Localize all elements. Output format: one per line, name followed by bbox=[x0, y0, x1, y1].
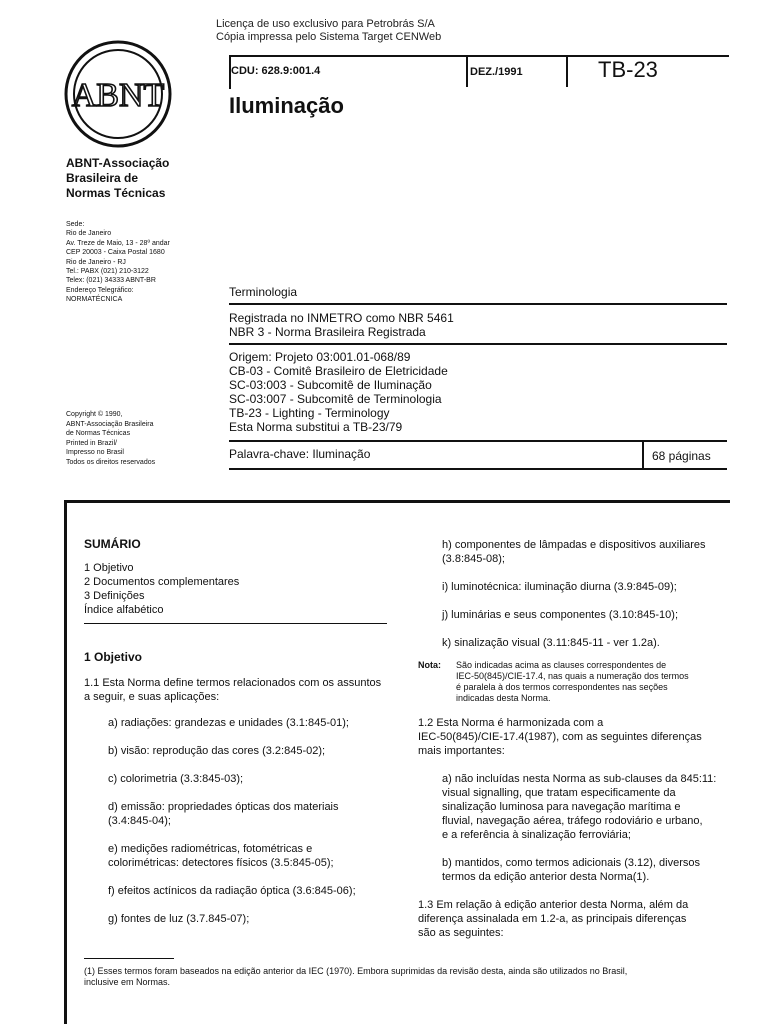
divider bbox=[229, 468, 727, 470]
copyright-line: Printed in Brazil/ bbox=[66, 439, 117, 447]
address-line: Endereço Telegráfico: bbox=[66, 286, 134, 294]
paragraph-line: 1.1 Esta Norma define termos relacionados com os assuntos bbox=[84, 677, 382, 689]
summary-item: 3 Definições bbox=[84, 590, 145, 602]
section-heading: 1 Objetivo bbox=[84, 650, 143, 664]
origin-line: CB-03 - Comitê Brasileiro de Eletricidade bbox=[229, 364, 448, 378]
list-item: g) fontes de luz (3.7.845-07); bbox=[108, 913, 250, 925]
license-line: Cópia impressa pelo Sistema Target CENWeb bbox=[216, 31, 442, 43]
copyright-line: ABNT-Associação Brasileira bbox=[66, 420, 154, 428]
left-column bbox=[84, 537, 389, 926]
footnote-line: inclusive em Normas. bbox=[84, 977, 171, 987]
copyright-line: de Normas Técnicas bbox=[66, 430, 131, 437]
abnt-logo bbox=[64, 40, 172, 148]
summary-item: Índice alfabético bbox=[84, 604, 164, 616]
paragraph-line: IEC-50(845)/CIE-17.4(1987), com as seguintes diferenças bbox=[418, 731, 702, 743]
headquarters-address bbox=[66, 220, 170, 305]
svg-text:ABNT: ABNT bbox=[71, 77, 165, 114]
org-line: Brasileira de bbox=[66, 171, 139, 185]
paragraph-line: mais importantes: bbox=[418, 745, 505, 757]
note-label: Nota: bbox=[418, 660, 441, 670]
note-text bbox=[456, 660, 689, 704]
pages-divider bbox=[642, 442, 644, 468]
note-block bbox=[418, 660, 728, 704]
organization-name bbox=[66, 156, 169, 201]
list-item: h) componentes de lâmpadas e dispositivos auxiliares bbox=[442, 539, 706, 551]
list-item: i) luminotécnica: iluminação diurna (3.9:845-09); bbox=[442, 581, 677, 593]
keyword: Palavra-chave: Iluminação bbox=[229, 447, 371, 461]
divider bbox=[229, 343, 727, 345]
list-item: (3.8:845-08); bbox=[442, 553, 505, 565]
origin-block bbox=[229, 350, 448, 434]
license-line: Licença de uso exclusivo para Petrobrás S/A bbox=[216, 18, 435, 30]
copyright-notice bbox=[66, 410, 155, 467]
list-item: b) visão: reprodução das cores (3.2:845-02); bbox=[108, 745, 326, 757]
list-item: e a referência à sinalização ferroviária; bbox=[442, 829, 631, 841]
list-item: termos da edição anterior desta Norma(1). bbox=[442, 871, 650, 883]
address-line: CEP 20003 - Caixa Postal 1680 bbox=[66, 249, 165, 257]
address-line: Rio de Janeiro bbox=[66, 230, 112, 238]
summary-heading: SUMÁRIO bbox=[84, 537, 141, 551]
footnote-line: (1) Esses termos foram baseados na edição anterior da IEC (1970). Embora suprimidas da revisão desta, ainda são utilizados no Brasil, bbox=[84, 966, 628, 976]
cdu-code: CDU: 628.9:001.4 bbox=[231, 65, 321, 77]
license-notice bbox=[216, 18, 441, 44]
list-item: c) colorimetria (3.3:845-03); bbox=[108, 773, 244, 785]
list-item: a) não incluídas nesta Norma as sub-clauses da 845:11: bbox=[442, 773, 717, 785]
origin-line: TB-23 - Lighting - Terminology bbox=[229, 406, 390, 420]
org-line: ABNT-Associação bbox=[66, 156, 170, 170]
origin-line: SC-03:007 - Subcomitê de Terminologia bbox=[229, 392, 442, 406]
registration-line: Registrada no INMETRO como NBR 5461 bbox=[229, 311, 454, 325]
list-item: j) luminárias e seus componentes (3.10:845-10); bbox=[442, 609, 679, 621]
list-item: visual signalling, que tratam especificamente da bbox=[442, 787, 676, 799]
origin-line: Origem: Projeto 03:001.01-068/89 bbox=[229, 350, 411, 364]
paragraph-line: 1.3 Em relação à edição anterior desta Norma, além da bbox=[418, 899, 689, 911]
address-line: Telex: (021) 34333 ABNT-BR bbox=[66, 277, 156, 285]
address-line: Sede: bbox=[66, 221, 85, 228]
list-item: fluvial, navegação aérea, tráfego rodoviário e urbano, bbox=[442, 815, 703, 827]
address-line: Tel.: PABX (021) 210-3122 bbox=[66, 268, 149, 276]
right-column bbox=[418, 538, 728, 940]
body-frame-left bbox=[64, 500, 67, 1024]
summary-item: 2 Documentos complementares bbox=[84, 576, 240, 588]
list-item: sinalização luminosa para navegação marítima e bbox=[442, 801, 681, 813]
divider bbox=[229, 440, 727, 442]
paragraph-line: a seguir, e suas aplicações: bbox=[84, 691, 220, 703]
paragraph-line: são as seguintes: bbox=[418, 927, 504, 939]
document-title: Iluminação bbox=[229, 93, 344, 118]
paragraph-line: 1.2 Esta Norma é harmonizada com a bbox=[418, 717, 604, 729]
org-line: Normas Técnicas bbox=[66, 186, 166, 200]
copyright-line: Copyright © 1990, bbox=[66, 411, 123, 418]
list-item: a) radiações: grandezas e unidades (3.1:845-01); bbox=[108, 717, 349, 729]
list-item: b) mantidos, como termos adicionais (3.12), diversos bbox=[442, 857, 700, 869]
footnote bbox=[84, 966, 627, 988]
origin-line: Esta Norma substitui a TB-23/79 bbox=[229, 420, 403, 434]
address-line: Rio de Janeiro - RJ bbox=[66, 258, 126, 266]
address-line: Av. Treze de Maio, 13 - 28º andar bbox=[66, 239, 170, 247]
header-divider bbox=[566, 57, 568, 87]
note-line: é paralela à dos termos correspondentes nas seções bbox=[456, 682, 668, 692]
list-item: f) efeitos actínicos da radiação óptica (3.6:845-06); bbox=[108, 885, 356, 897]
list-item: e) medições radiométricas, fotométricas e bbox=[108, 843, 313, 855]
registration-block bbox=[229, 311, 454, 339]
page-count: 68 páginas bbox=[652, 449, 711, 463]
copyright-line: Todos os direitos reservados bbox=[66, 458, 156, 466]
list-item: k) sinalização visual (3.11:845-11 - ver 1.2a). bbox=[442, 637, 660, 649]
body-frame-top bbox=[64, 500, 730, 503]
copyright-line: Impresso no Brasil bbox=[66, 449, 124, 456]
list-item: d) emissão: propriedades ópticas dos materiais bbox=[108, 801, 339, 813]
note-line: São indicadas acima as clauses correspondentes de bbox=[456, 660, 667, 670]
paragraph-line: diferença assinalada em 1.2-a, as principais diferenças bbox=[418, 913, 687, 925]
publication-date: DEZ./1991 bbox=[470, 66, 523, 78]
document-type: Terminologia bbox=[229, 285, 298, 299]
standard-code: TB-23 bbox=[598, 57, 658, 82]
summary-item: 1 Objetivo bbox=[84, 562, 134, 574]
header-divider bbox=[466, 57, 468, 87]
list-item: (3.4:845-04); bbox=[108, 815, 171, 827]
list-item: colorimétricas: detectores físicos (3.5:845-05); bbox=[108, 857, 334, 869]
origin-line: SC-03:003 - Subcomitê de Iluminação bbox=[229, 378, 432, 392]
footnote-rule bbox=[84, 958, 174, 959]
note-line: indicadas desta Norma. bbox=[456, 693, 551, 703]
registration-line: NBR 3 - Norma Brasileira Registrada bbox=[229, 325, 426, 339]
note-line: IEC-50(845)/CIE-17.4, nas quais a numeração dos termos bbox=[456, 671, 689, 681]
divider bbox=[229, 303, 727, 305]
address-line: NORMATÉCNICA bbox=[66, 296, 123, 304]
